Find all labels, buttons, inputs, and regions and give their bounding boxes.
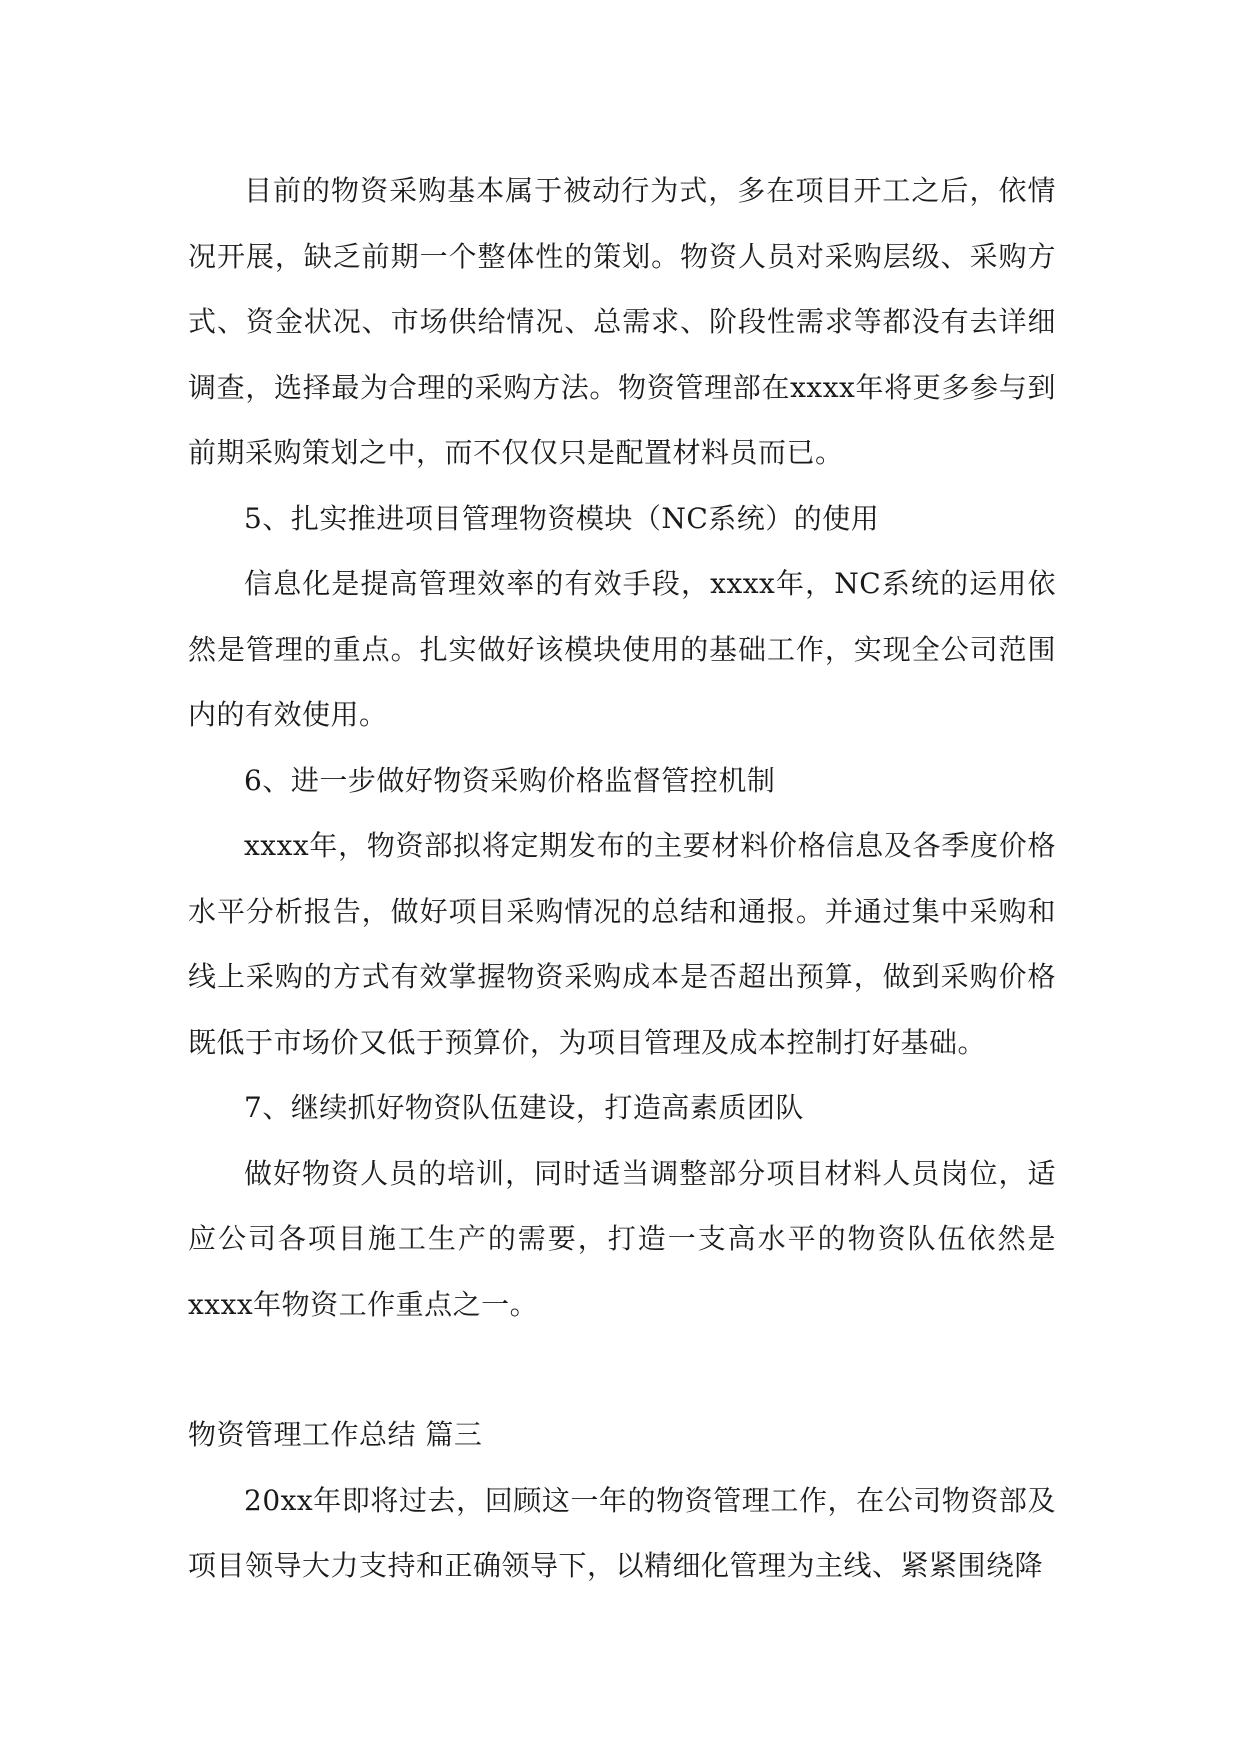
heading-item-6: 6、进一步做好物资采购价格监督管控机制 xyxy=(244,763,776,797)
section-spacer xyxy=(188,1337,1056,1402)
document-body xyxy=(188,158,1056,1599)
paragraph-section-intro: 20xx年即将过去，回顾这一年的物资管理工作，在公司物资部及项目领导大力支持和正确领导下，以精细化管理为主线、紧紧围绕降 xyxy=(188,1483,1056,1582)
paragraph-nc-system: 信息化是提高管理效率的有效手段，xxxx年，NC系统的运用依然是管理的重点。扎实做好该模块使用的基础工作，实现全公司范围内的有效使用。 xyxy=(188,567,1056,731)
section-title: 物资管理工作总结 篇三 xyxy=(188,1418,483,1451)
paragraph-team-building: 做好物资人员的培训，同时适当调整部分项目材料人员岗位，适应公司各项目施工生产的需要，打造一支高水平的物资队伍依然是xxxx年物资工作重点之一。 xyxy=(188,1156,1056,1321)
heading-item-7: 7、继续抓好物资队伍建设，打造高素质团队 xyxy=(244,1091,804,1124)
heading-item-5: 5、扎实推进项目管理物资模块（NC系统）的使用 xyxy=(244,501,880,535)
paragraph-procurement-planning: 目前的物资采购基本属于被动行为式，多在项目开工之后，依情况开展，缺乏前期一个整体性的策划。物资人员对采购层级、采购方式、资金状况、市场供给情况、总需求、阶段性需求等都没有去详细调查，选择最为合理的采购方法。物资管理部在xxxx年将更多参与到前期采购策划之中，而不仅仅只是配置材料员而已。 xyxy=(188,174,1056,469)
paragraph-price-control: xxxx年，物资部拟将定期发布的主要材料价格信息及各季度价格水平分析报告，做好项目采购情况的总结和通报。并通过集中采购和线上采购的方式有效掌握物资采购成本是否超出预算，做到采购价格既低于市场价又低于预算价，为项目管理及成本控制打好基础。 xyxy=(188,829,1056,1059)
